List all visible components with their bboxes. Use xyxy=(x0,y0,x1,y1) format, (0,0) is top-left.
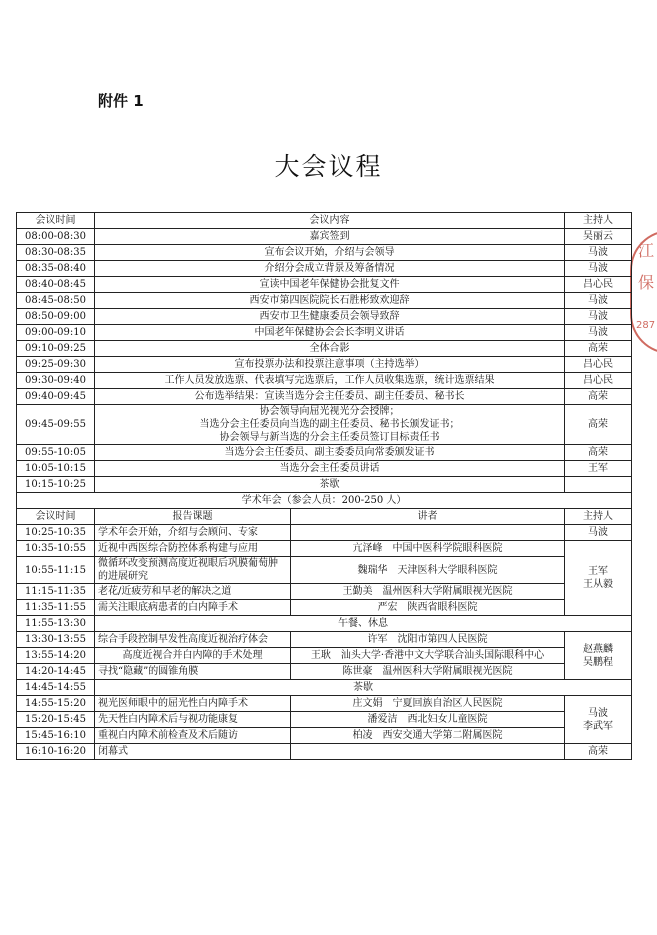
agenda-host: 吴丽云 xyxy=(565,229,632,245)
talk-speaker: 许军 沈阳市第四人民医院 xyxy=(291,632,565,648)
agenda-content: 当选分会主任委员讲话 xyxy=(95,461,565,477)
table-row xyxy=(17,744,632,760)
agenda-host: 马波 xyxy=(565,245,632,261)
talk-speaker xyxy=(291,744,565,760)
agenda-time: 09:25-09:30 xyxy=(17,357,95,373)
talk-time: 10:25-10:35 xyxy=(17,525,95,541)
header-topic: 报告课题 xyxy=(95,509,291,525)
table-row xyxy=(17,509,632,525)
header-time: 会议时间 xyxy=(17,509,95,525)
agenda-content: 宣布会议开始，介绍与会领导 xyxy=(95,245,565,261)
talk-topic: 老花/近疲劳和早老的解决之道 xyxy=(95,584,291,600)
table-row xyxy=(17,229,632,245)
agenda-host: 吕心民 xyxy=(565,357,632,373)
agenda-host: 马波 xyxy=(565,293,632,309)
talk-topic: 学术年会开始，介绍与会顾问、专家 xyxy=(95,525,291,541)
table-row xyxy=(17,309,632,325)
talk-topic: 重视白内障术前检查及术后随访 xyxy=(95,728,291,744)
talk-host xyxy=(565,696,632,744)
talk-speaker: 庄文娟 宁夏回族自治区人民医院 xyxy=(291,696,565,712)
agenda-content: 介绍分会成立背景及筹备情况 xyxy=(95,261,565,277)
table-row xyxy=(17,341,632,357)
talk-time: 11:35-11:55 xyxy=(17,600,95,616)
agenda-host: 吕心民 xyxy=(565,373,632,389)
talk-speaker: 魏瑞华 天津医科大学眼科医院 xyxy=(291,557,565,584)
talk-time: 10:35-10:55 xyxy=(17,541,95,557)
table-row xyxy=(17,648,632,664)
table-row xyxy=(17,357,632,373)
agenda-content: 西安市第四医院院长石胜彬致欢迎辞 xyxy=(95,293,565,309)
agenda-time: 10:05-10:15 xyxy=(17,461,95,477)
talk-time: 14:20-14:45 xyxy=(17,664,95,680)
header-content: 会议内容 xyxy=(95,213,565,229)
agenda-table xyxy=(16,212,632,760)
agenda-host: 高荣 xyxy=(565,389,632,405)
agenda-content: 嘉宾签到 xyxy=(95,229,565,245)
talk-speaker: 潘爱洁 西北妇女儿童医院 xyxy=(291,712,565,728)
talk-speaker: 陈世豪 温州医科大学附属眼视光医院 xyxy=(291,664,565,680)
talk-time: 13:55-14:20 xyxy=(17,648,95,664)
host-name: 王军 xyxy=(588,566,608,577)
table-row xyxy=(17,712,632,728)
table-row xyxy=(17,389,632,405)
header-speaker: 讲者 xyxy=(291,509,565,525)
agenda-time: 08:40-08:45 xyxy=(17,277,95,293)
table-row xyxy=(17,373,632,389)
section-title: 学术年会（参会人员：200-250 人） xyxy=(17,493,632,509)
header-host: 主持人 xyxy=(565,509,632,525)
attachment-label: 附件 1 xyxy=(98,92,144,110)
agenda-host: 马波 xyxy=(565,325,632,341)
talk-topic: 综合手段控制早发性高度近视治疗体会 xyxy=(95,632,291,648)
agenda-content: 工作人员发放选票、代表填写完选票后，工作人员收集选票，统计选票结果 xyxy=(95,373,565,389)
agenda-host: 王军 xyxy=(565,461,632,477)
agenda-content-line: 协会领导向屈光视光分会授牌； xyxy=(259,406,400,417)
agenda-content: 全体合影 xyxy=(95,341,565,357)
red-seal-stamp: 江 保 287 xyxy=(630,230,657,354)
break-label: 午餐、休息 xyxy=(95,616,632,632)
talk-topic: 寻找“隐藏”的圆锥角膜 xyxy=(95,664,291,680)
talk-speaker: 柏凌 西安交通大学第二附属医院 xyxy=(291,728,565,744)
table-row xyxy=(17,461,632,477)
agenda-content xyxy=(95,405,565,445)
agenda-host: 吕心民 xyxy=(565,277,632,293)
talk-topic: 视光医师眼中的屈光性白内障手术 xyxy=(95,696,291,712)
table-row xyxy=(17,600,632,616)
agenda-time: 08:50-09:00 xyxy=(17,309,95,325)
table-row xyxy=(17,557,632,584)
agenda-host: 马波 xyxy=(565,261,632,277)
talk-time: 15:45-16:10 xyxy=(17,728,95,744)
talk-speaker: 王勤美 温州医科大学附属眼视光医院 xyxy=(291,584,565,600)
agenda-content-line: 当选分会主任委员向当选的副主任委员、秘书长颁发证书； xyxy=(199,419,460,430)
table-row xyxy=(17,680,632,696)
agenda-content: 茶歇 xyxy=(95,477,565,493)
talk-time: 13:30-13:55 xyxy=(17,632,95,648)
agenda-time: 09:40-09:45 xyxy=(17,389,95,405)
page-title: 大会议程 xyxy=(274,152,383,181)
talk-topic: 高度近视合并白内障的手术处理 xyxy=(95,648,291,664)
table-row xyxy=(17,477,632,493)
agenda-content: 宣读中国老年保健协会批复文件 xyxy=(95,277,565,293)
table-row xyxy=(17,445,632,461)
table-row xyxy=(17,261,632,277)
host-name: 赵燕麟 xyxy=(583,643,613,655)
talk-host xyxy=(565,632,632,680)
agenda-content: 中国老年保健协会会长李明义讲话 xyxy=(95,325,565,341)
talk-time: 11:55-13:30 xyxy=(17,616,95,632)
agenda-time: 09:55-10:05 xyxy=(17,445,95,461)
agenda-content-line: 协会领导与新当选的分会主任委员签订目标责任书 xyxy=(219,432,440,443)
agenda-time: 09:30-09:40 xyxy=(17,373,95,389)
host-name: 马波 xyxy=(588,707,608,719)
talk-host: 马波 xyxy=(565,525,632,541)
agenda-time: 09:00-09:10 xyxy=(17,325,95,341)
agenda-time: 10:15-10:25 xyxy=(17,477,95,493)
agenda-host: 高荣 xyxy=(565,341,632,357)
agenda-content: 宣布投票办法和投票注意事项（主持选举） xyxy=(95,357,565,373)
talk-speaker xyxy=(291,525,565,541)
talk-topic: 闭幕式 xyxy=(95,744,291,760)
agenda-time: 09:10-09:25 xyxy=(17,341,95,357)
table-row xyxy=(17,728,632,744)
agenda-host: 马波 xyxy=(565,309,632,325)
talk-speaker: 亢泽峰 中国中医科学院眼科医院 xyxy=(291,541,565,557)
talk-speaker: 王耿 汕头大学·香港中文大学联合汕头国际眼科中心 xyxy=(291,648,565,664)
agenda-content: 公布选举结果：宣读当选分会主任委员、副主任委员、秘书长 xyxy=(95,389,565,405)
agenda-content: 西安市卫生健康委员会领导致辞 xyxy=(95,309,565,325)
table-row xyxy=(17,325,632,341)
talk-host xyxy=(565,541,632,616)
agenda-host: 高荣 xyxy=(565,405,632,445)
talk-topic: 需关注眼底病患者的白内障手术 xyxy=(95,600,291,616)
talk-time: 10:55-11:15 xyxy=(17,557,95,584)
talk-time: 15:20-15:45 xyxy=(17,712,95,728)
break-label: 茶歇 xyxy=(95,680,632,696)
agenda-time: 08:30-08:35 xyxy=(17,245,95,261)
agenda-content: 当选分会主任委员、副主委委员向常委颁发证书 xyxy=(95,445,565,461)
talk-topic: 近视中西医综合防控体系构建与应用 xyxy=(95,541,291,557)
agenda-host xyxy=(565,477,632,493)
table-row xyxy=(17,616,632,632)
talk-time: 16:10-16:20 xyxy=(17,744,95,760)
host-name: 李武军 xyxy=(583,720,613,732)
header-host: 主持人 xyxy=(565,213,632,229)
talk-time: 14:55-15:20 xyxy=(17,696,95,712)
talk-topic: 微循环改变预测高度近视眼后巩膜葡萄肿的进展研究 xyxy=(95,557,291,584)
talk-time: 14:45-14:55 xyxy=(17,680,95,696)
agenda-time: 08:35-08:40 xyxy=(17,261,95,277)
table-row xyxy=(17,632,632,648)
agenda-host: 高荣 xyxy=(565,445,632,461)
talk-time: 11:15-11:35 xyxy=(17,584,95,600)
talk-host: 高荣 xyxy=(565,744,632,760)
table-row xyxy=(17,493,632,509)
agenda-time: 08:45-08:50 xyxy=(17,293,95,309)
talk-topic: 先天性白内障术后与视功能康复 xyxy=(95,712,291,728)
host-name: 吴鹏程 xyxy=(583,656,613,668)
table-row xyxy=(17,245,632,261)
table-row xyxy=(17,525,632,541)
table-row xyxy=(17,541,632,557)
table-row xyxy=(17,584,632,600)
host-name: 王从毅 xyxy=(583,579,613,590)
agenda-time: 08:00-08:30 xyxy=(17,229,95,245)
agenda-time: 09:45-09:55 xyxy=(17,405,95,445)
header-time: 会议时间 xyxy=(17,213,95,229)
talk-speaker: 严宏 陕西省眼科医院 xyxy=(291,600,565,616)
table-row xyxy=(17,293,632,309)
table-row xyxy=(17,664,632,680)
table-row xyxy=(17,696,632,712)
table-row xyxy=(17,277,632,293)
table-row xyxy=(17,405,632,445)
